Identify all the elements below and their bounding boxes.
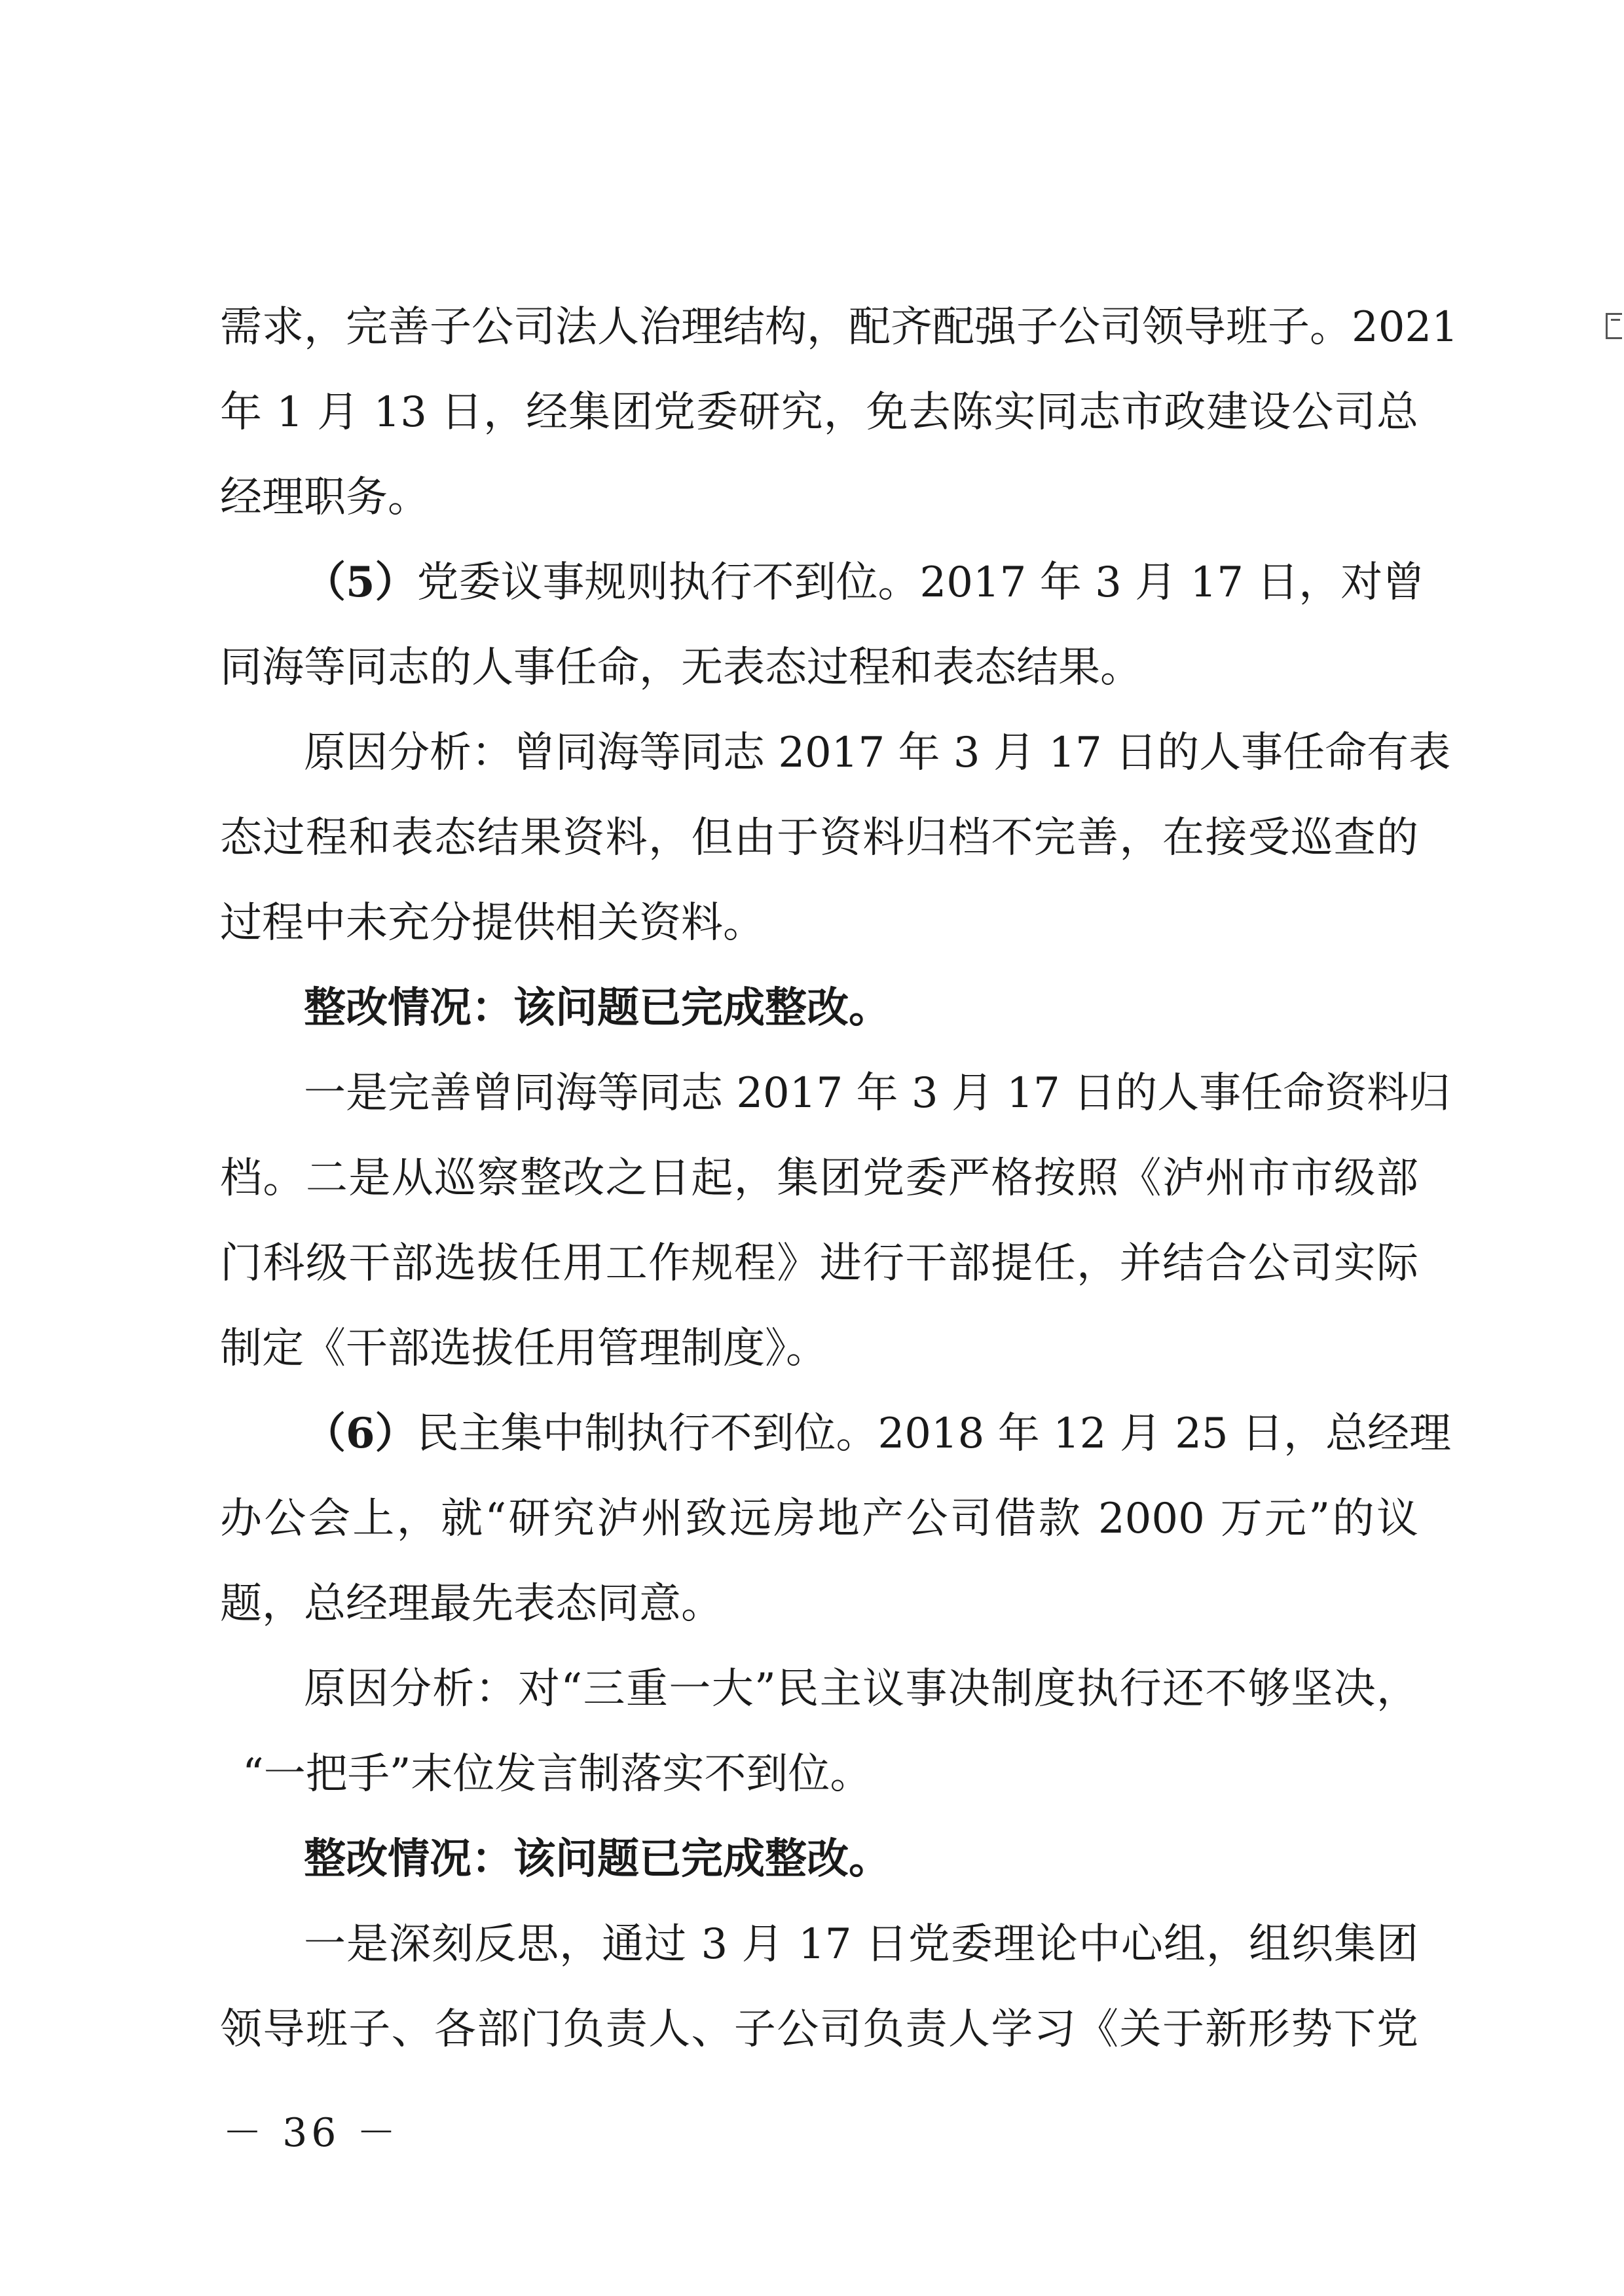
body-line: 过程中未充分提供相关资料。 — [220, 899, 765, 947]
body-line: 年 1 月 13 日，经集团党委研究，免去陈实同志市政建设公司总 — [220, 388, 1418, 437]
binding-mark — [1606, 313, 1622, 339]
rectification-heading: 整改情况：该问题已完成整改。 — [304, 1834, 891, 1884]
body-line: 办公会上，就“研究泸州致远房地产公司借款 2000 万元”的议 — [220, 1495, 1418, 1543]
body-line: 制定《干部选拔任用管理制度》。 — [220, 1324, 828, 1373]
body-line: 经理职务。 — [220, 473, 430, 522]
section-heading-text: 党委议事规则执行不到位。2017 年 3 月 17 日，对曾 — [416, 558, 1425, 607]
body-line: 原因分析：曾同海等同志 2017 年 3 月 17 日的人事任命有表 — [304, 729, 1451, 777]
body-line: 领导班子、各部门负责人、子公司负责人学习《关于新形势下党 — [220, 2005, 1418, 2054]
body-line: “一把手”末位发言制落实不到位。 — [242, 1750, 872, 1798]
list-marker: （6） — [304, 1409, 417, 1458]
body-line: 一是深刻反思，通过 3 月 17 日党委理论中心组，组织集团 — [304, 1920, 1418, 1969]
body-line: 同海等同志的人事任命，无表态过程和表态结果。 — [220, 644, 1142, 692]
body-line: 题，总经理最先表态同意。 — [220, 1580, 723, 1628]
body-line: 需求，完善子公司法人治理结构，配齐配强子公司领导班子。2021 — [220, 303, 1458, 352]
list-marker: （5） — [304, 558, 417, 607]
body-line: 档。二是从巡察整改之日起，集团党委严格按照《泸州市市级部 — [220, 1154, 1418, 1203]
body-line: 态过程和表态结果资料，但由于资料归档不完善，在接受巡查的 — [220, 814, 1418, 862]
section-heading-line — [304, 550, 1425, 615]
body-line: 一是完善曾同海等同志 2017 年 3 月 17 日的人事任命资料归 — [304, 1069, 1451, 1118]
section-heading-line — [304, 1401, 1451, 1467]
section-heading-text: 民主集中制执行不到位。2018 年 12 月 25 日，总经理 — [416, 1410, 1451, 1458]
page-number: － 36 － — [223, 2110, 400, 2156]
body-line: 原因分析：对“三重一大”民主议事决制度执行还不够坚决， — [304, 1665, 1418, 1713]
rectification-heading: 整改情况：该问题已完成整改。 — [304, 983, 891, 1032]
body-line: 门科级干部选拔任用工作规程》进行干部提任，并结合公司实际 — [220, 1239, 1418, 1288]
